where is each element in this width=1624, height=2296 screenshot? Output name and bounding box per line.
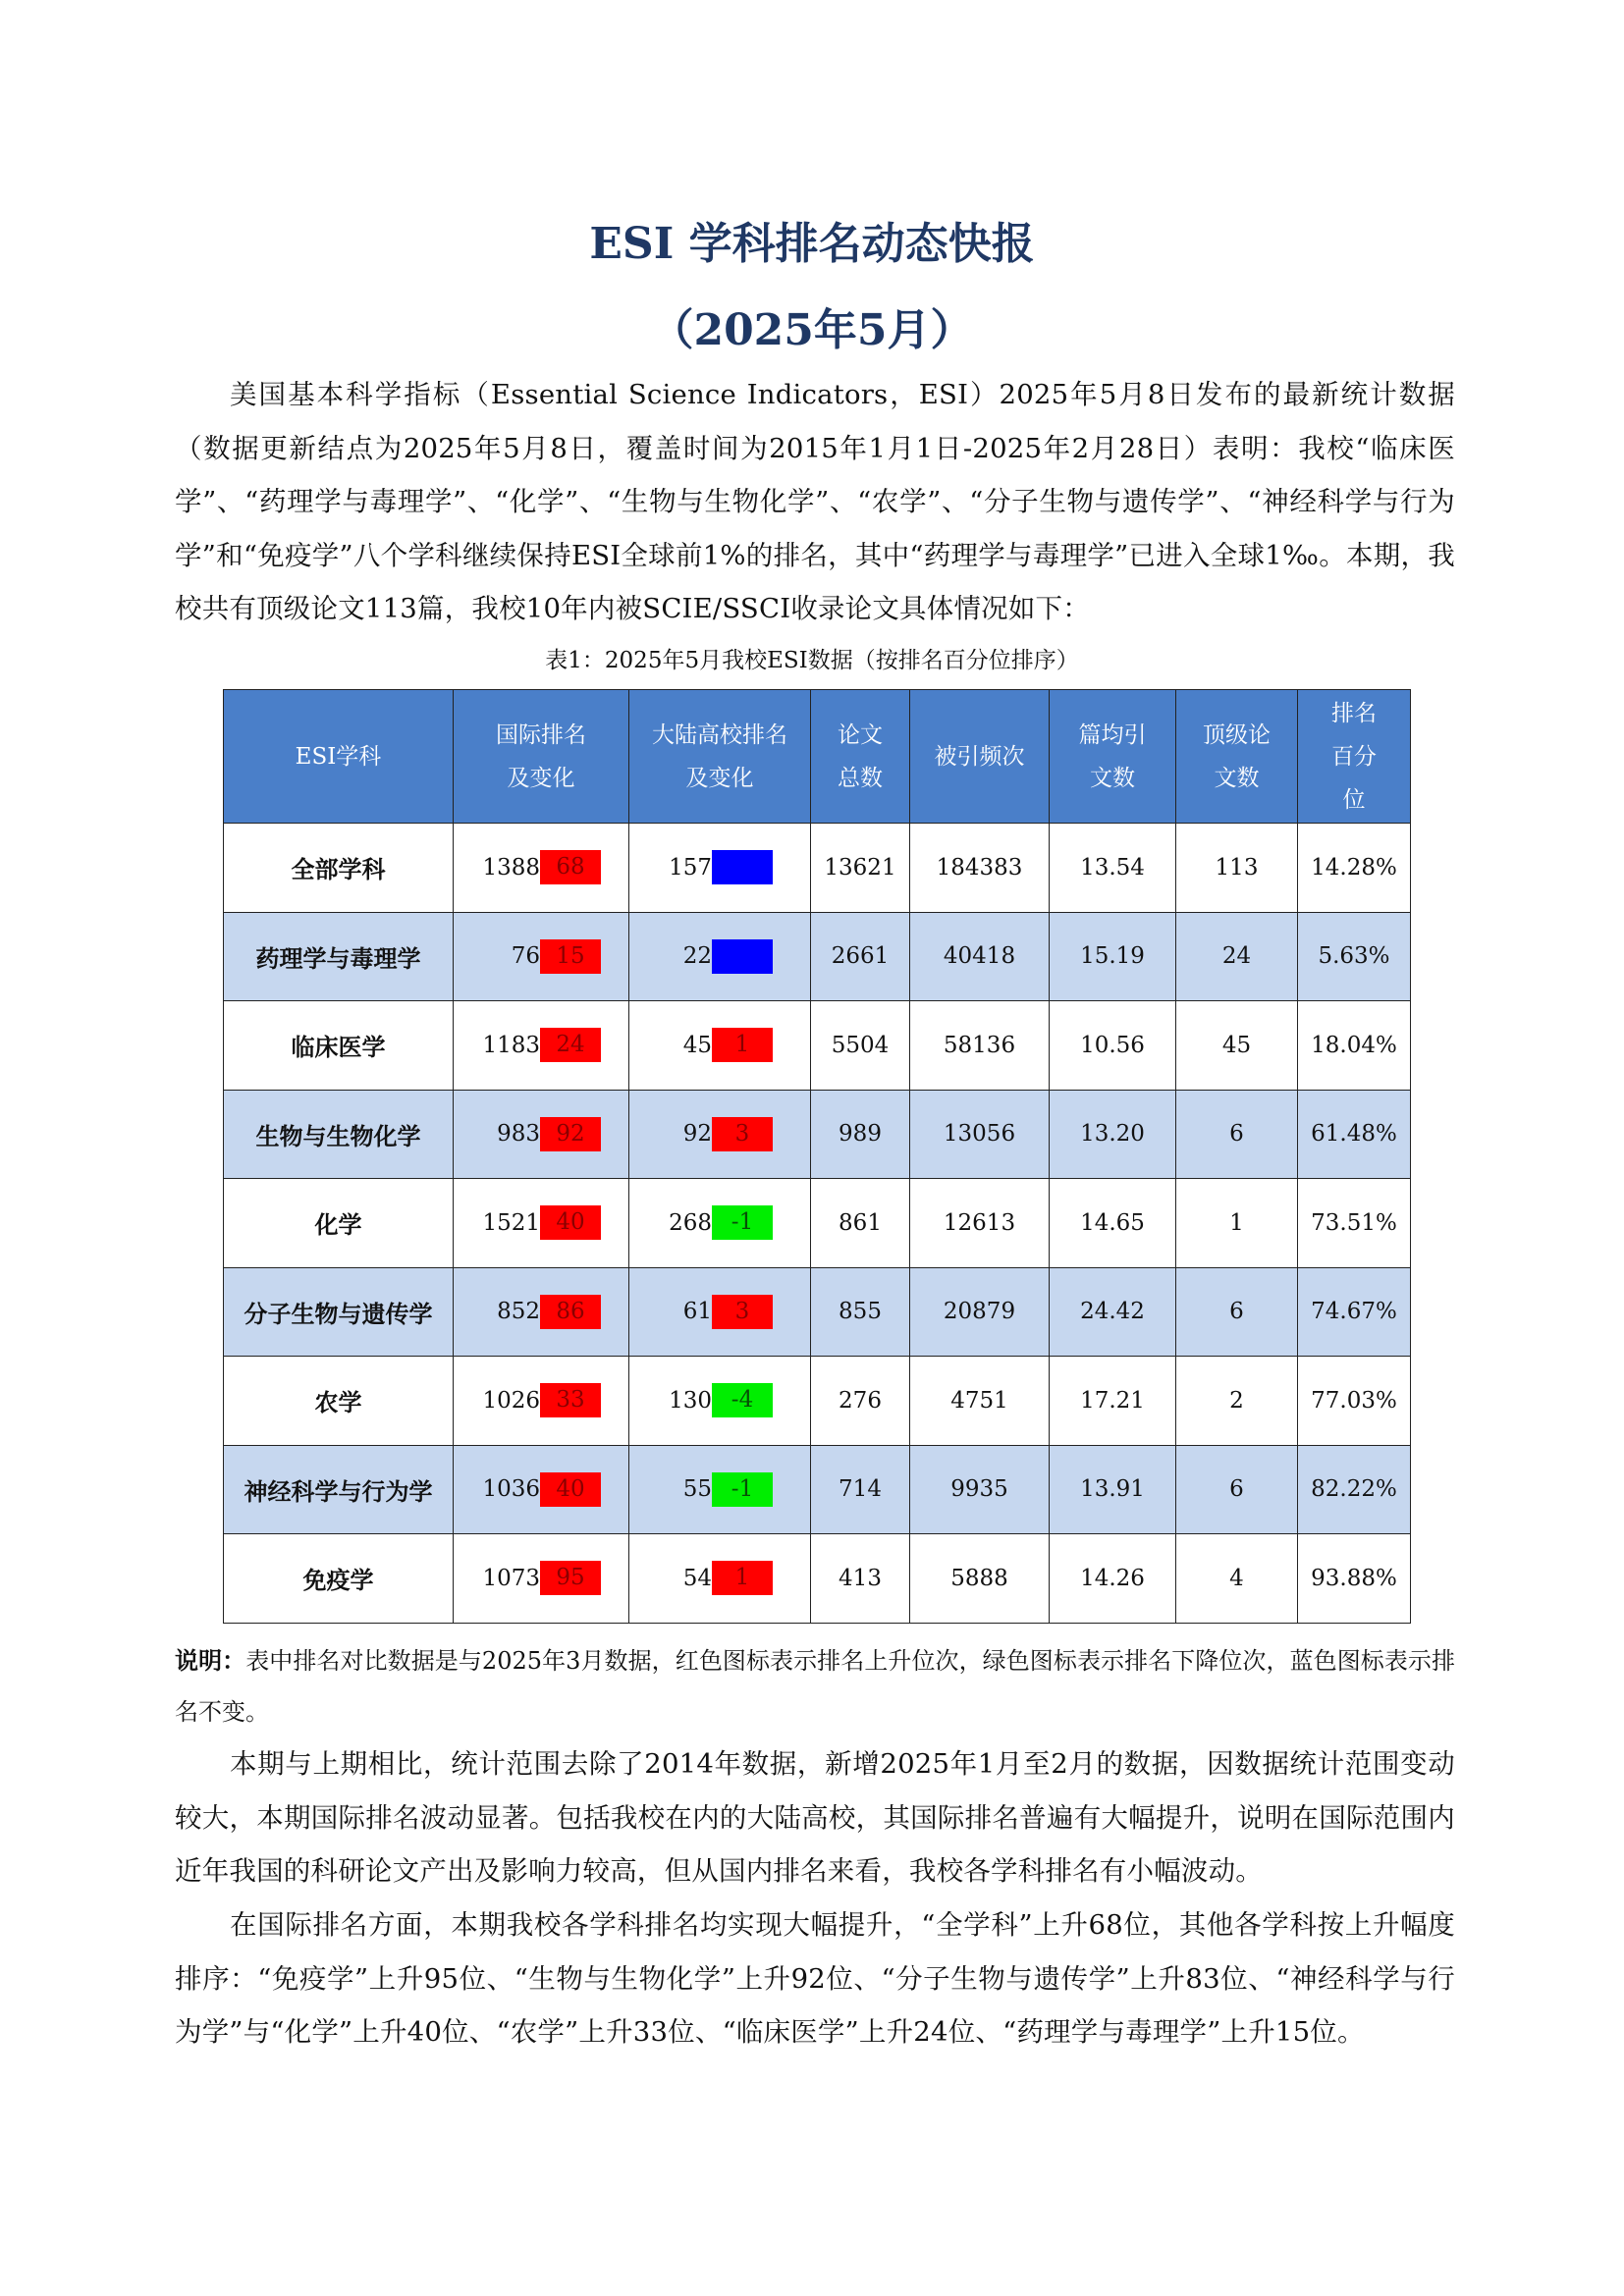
rank-change-badge-up: 1 (712, 1028, 773, 1062)
papers-cell: 5504 (811, 1001, 910, 1091)
table-row (224, 1090, 1411, 1179)
avg-cites-cell: 14.26 (1050, 1534, 1176, 1624)
intl-rank-cell-wrap (481, 1472, 601, 1507)
rank-change-badge-up: 24 (540, 1028, 601, 1062)
rank-change-badge-up: 33 (540, 1383, 601, 1417)
header-papers (811, 690, 910, 824)
mainland-rank-cell-value: 92 (682, 1121, 712, 1148)
rank-change-badge-up: 40 (540, 1205, 601, 1240)
mainland-rank-cell (629, 1357, 811, 1446)
intl-rank-cell-wrap (481, 1028, 601, 1062)
citations-cell: 12613 (910, 1179, 1050, 1268)
avg-cites-cell: 14.65 (1050, 1179, 1176, 1268)
rank-change-badge-up: 15 (540, 939, 601, 974)
citations-cell: 58136 (910, 1001, 1050, 1091)
table-row (224, 1001, 1411, 1091)
citations-cell: 13056 (910, 1090, 1050, 1179)
table-row (224, 824, 1411, 913)
papers-cell: 989 (811, 1090, 910, 1179)
percentile-cell: 18.04% (1298, 1001, 1411, 1091)
header-percentile-text: 排名百分位 (1331, 700, 1377, 813)
citations-cell: 9935 (910, 1445, 1050, 1534)
table-header-row (224, 690, 1411, 824)
table-note (175, 1635, 1455, 1737)
mainland-rank-cell-wrap (667, 1028, 773, 1062)
top-papers-cell: 2 (1176, 1357, 1298, 1446)
intl-rank-cell-value: 983 (497, 1121, 540, 1148)
intl-rank-cell-value: 1026 (482, 1387, 540, 1414)
mainland-rank-cell-wrap (667, 1383, 773, 1417)
papers-cell: 276 (811, 1357, 910, 1446)
page-subtitle: （2025年5月） (650, 305, 974, 355)
subject-cell: 生物与生物化学 (224, 1090, 454, 1179)
intl-rank-cell-value: 852 (497, 1299, 540, 1325)
papers-cell: 714 (811, 1445, 910, 1534)
mainland-rank-cell-value: 45 (682, 1032, 712, 1058)
mainland-rank-cell-wrap (667, 1205, 773, 1240)
mainland-rank-cell-value: 268 (669, 1209, 712, 1236)
rank-change-badge-up: 92 (540, 1117, 601, 1151)
avg-cites-cell: 13.91 (1050, 1445, 1176, 1534)
mainland-rank-cell-wrap (667, 939, 773, 974)
table-row (224, 1357, 1411, 1446)
percentile-cell: 73.51% (1298, 1179, 1411, 1268)
intl-rank-cell-wrap (481, 939, 601, 974)
avg-cites-cell: 15.19 (1050, 912, 1176, 1001)
mainland-rank-cell-value: 22 (682, 943, 712, 970)
intl-rank-cell (454, 912, 629, 1001)
subject-cell: 免疫学 (224, 1534, 454, 1624)
top-papers-cell: 4 (1176, 1534, 1298, 1624)
rank-change-badge-up: 1 (712, 1561, 773, 1595)
top-papers-cell: 6 (1176, 1445, 1298, 1534)
subject-cell: 全部学科 (224, 824, 454, 913)
intl-rank-cell-wrap (481, 1205, 601, 1240)
header-avg-cites (1050, 690, 1176, 824)
percentile-cell: 14.28% (1298, 824, 1411, 913)
avg-cites-cell: 24.42 (1050, 1267, 1176, 1357)
intl-rank-cell (454, 1357, 629, 1446)
top-papers-cell: 1 (1176, 1179, 1298, 1268)
mainland-rank-cell (629, 912, 811, 1001)
intl-rank-cell (454, 1534, 629, 1624)
subject-cell: 临床医学 (224, 1001, 454, 1091)
top-papers-cell: 24 (1176, 912, 1298, 1001)
esi-data-table (223, 689, 1411, 1624)
avg-cites-cell: 10.56 (1050, 1001, 1176, 1091)
rank-change-badge-up: 86 (540, 1295, 601, 1329)
mainland-rank-cell (629, 1179, 811, 1268)
intl-rank-cell (454, 824, 629, 913)
subject-cell: 分子生物与遗传学 (224, 1267, 454, 1357)
rank-change-badge-down: -1 (712, 1472, 773, 1507)
top-papers-cell: 113 (1176, 824, 1298, 913)
citations-cell: 40418 (910, 912, 1050, 1001)
mainland-rank-cell-value: 55 (682, 1476, 712, 1503)
intl-rank-cell (454, 1001, 629, 1091)
intl-rank-cell (454, 1179, 629, 1268)
subject-cell: 神经科学与行为学 (224, 1445, 454, 1534)
rank-change-badge-up: 40 (540, 1472, 601, 1507)
mainland-rank-cell-value: 130 (669, 1387, 712, 1414)
intl-rank-cell-wrap (481, 850, 601, 884)
intl-rank-cell-value: 1521 (482, 1209, 540, 1236)
mainland-rank-cell-wrap (667, 1561, 773, 1595)
mainland-rank-cell-wrap (667, 1472, 773, 1507)
rank-change-badge-up: 95 (540, 1561, 601, 1595)
table-row (224, 1445, 1411, 1534)
header-top-papers-text: 顶级论文数 (1203, 721, 1271, 791)
intl-rank-cell-value: 76 (511, 943, 540, 970)
header-mainland-rank-text: 大陆高校排名及变化 (652, 721, 787, 791)
citations-cell: 20879 (910, 1267, 1050, 1357)
rank-change-badge-same (712, 850, 773, 884)
header-mainland-rank (629, 690, 811, 824)
intl-rank-cell-value: 1073 (482, 1565, 540, 1591)
header-intl-rank-text: 国际排名及变化 (496, 721, 586, 791)
rank-change-badge-up: 68 (540, 850, 601, 884)
top-papers-cell: 45 (1176, 1001, 1298, 1091)
intl-rank-cell (454, 1090, 629, 1179)
percentile-cell: 77.03% (1298, 1357, 1411, 1446)
intl-rank-cell-wrap (481, 1383, 601, 1417)
avg-cites-cell: 13.54 (1050, 824, 1176, 913)
mainland-rank-cell (629, 1267, 811, 1357)
mainland-rank-cell-wrap (667, 850, 773, 884)
rank-change-badge-same (712, 939, 773, 974)
citations-cell: 5888 (910, 1534, 1050, 1624)
table-body (224, 824, 1411, 1624)
mainland-rank-cell-value: 61 (682, 1299, 712, 1325)
percentile-cell: 82.22% (1298, 1445, 1411, 1534)
page-title: ESI 学科排名动态快报 (589, 219, 1035, 269)
intro-paragraph: 美国基本科学指标（Essential Science Indicators，ESI）2025年5月8日发布的最新统计数据（数据更新结点为2025年5月8日，覆盖时间为2015年1月1日-2025年2月28日）表明：我校“临床医学”、“药理学与毒理学”、“化学”、“生物与生物化学”、“农学”、“分子生物与遗传学”、“神经科学与行为学”和“免疫学”八个学科继续保持ESI全球前1%的排名，其中“药理学与毒理学”已进入全球1‰。本期，我校共有顶级论文113篇，我校10年内被SCIE/SSCI收录论文具体情况如下： (175, 379, 1455, 624)
mainland-rank-cell (629, 824, 811, 913)
note-label: 说明： (175, 1646, 246, 1675)
mainland-rank-cell (629, 1090, 811, 1179)
mainland-rank-cell-wrap (667, 1117, 773, 1151)
intl-rank-cell-wrap (481, 1295, 601, 1329)
intl-rank-cell-value: 1036 (482, 1476, 540, 1503)
intl-rank-cell (454, 1445, 629, 1534)
rank-change-badge-down: -1 (712, 1205, 773, 1240)
intl-rank-cell-value: 1183 (482, 1032, 540, 1058)
top-papers-cell: 6 (1176, 1090, 1298, 1179)
percentile-cell: 93.88% (1298, 1534, 1411, 1624)
citations-cell: 4751 (910, 1357, 1050, 1446)
intl-rank-cell (454, 1267, 629, 1357)
percentile-cell: 61.48% (1298, 1090, 1411, 1179)
table-row (224, 912, 1411, 1001)
table-caption: 表1：2025年5月我校ESI数据（按排名百分位排序） (545, 648, 1079, 673)
header-percentile (1298, 690, 1411, 824)
avg-cites-cell: 13.20 (1050, 1090, 1176, 1179)
papers-cell: 861 (811, 1179, 910, 1268)
subject-cell: 药理学与毒理学 (224, 912, 454, 1001)
rank-change-badge-up: 3 (712, 1295, 773, 1329)
top-papers-cell: 6 (1176, 1267, 1298, 1357)
table-row (224, 1267, 1411, 1357)
intl-rank-cell-wrap (481, 1561, 601, 1595)
papers-cell: 855 (811, 1267, 910, 1357)
subject-cell: 化学 (224, 1179, 454, 1268)
header-citations: 被引频次 (910, 690, 1050, 824)
citations-cell: 184383 (910, 824, 1050, 913)
header-papers-text: 论文总数 (838, 721, 883, 791)
note-text: 表中排名对比数据是与2025年3月数据，红色图标表示排名上升位次，绿色图标表示排名下降位次，蓝色图标表示排名不变。 (175, 1647, 1455, 1726)
table-row (224, 1534, 1411, 1624)
papers-cell: 413 (811, 1534, 910, 1624)
avg-cites-cell: 17.21 (1050, 1357, 1176, 1446)
percentile-cell: 74.67% (1298, 1267, 1411, 1357)
analysis-paragraph-2: 在国际排名方面，本期我校各学科排名均实现大幅提升，“全学科”上升68位，其他各学科按上升幅度排序：“免疫学”上升95位、“生物与生物化学”上升92位、“分子生物与遗传学”上升83位、“神经科学与行为学”与“化学”上升40位、“农学”上升33位、“临床医学”上升24位、“药理学与毒理学”上升15位。 (175, 1909, 1455, 2048)
header-avg-cites-text: 篇均引文数 (1078, 721, 1147, 791)
rank-change-badge-up: 3 (712, 1117, 773, 1151)
percentile-cell: 5.63% (1298, 912, 1411, 1001)
mainland-rank-cell (629, 1001, 811, 1091)
mainland-rank-cell-wrap (667, 1295, 773, 1329)
rank-change-badge-down: -4 (712, 1383, 773, 1417)
papers-cell: 13621 (811, 824, 910, 913)
subject-cell: 农学 (224, 1357, 454, 1446)
header-intl-rank (454, 690, 629, 824)
mainland-rank-cell-value: 54 (682, 1565, 712, 1591)
table-row (224, 1179, 1411, 1268)
intl-rank-cell-value: 1388 (482, 854, 540, 881)
analysis-paragraph-1: 本期与上期相比，统计范围去除了2014年数据，新增2025年1月至2月的数据，因数据统计范围变动较大，本期国际排名波动显著。包括我校在内的大陆高校，其国际排名普遍有大幅提升，说明在国际范围内近年我国的科研论文产出及影响力较高，但从国内排名来看，我校各学科排名有小幅波动。 (175, 1748, 1455, 1887)
header-top-papers (1176, 690, 1298, 824)
header-subject: ESI学科 (224, 690, 454, 824)
intl-rank-cell-wrap (481, 1117, 601, 1151)
mainland-rank-cell-value: 157 (669, 854, 712, 881)
mainland-rank-cell (629, 1445, 811, 1534)
mainland-rank-cell (629, 1534, 811, 1624)
papers-cell: 2661 (811, 912, 910, 1001)
